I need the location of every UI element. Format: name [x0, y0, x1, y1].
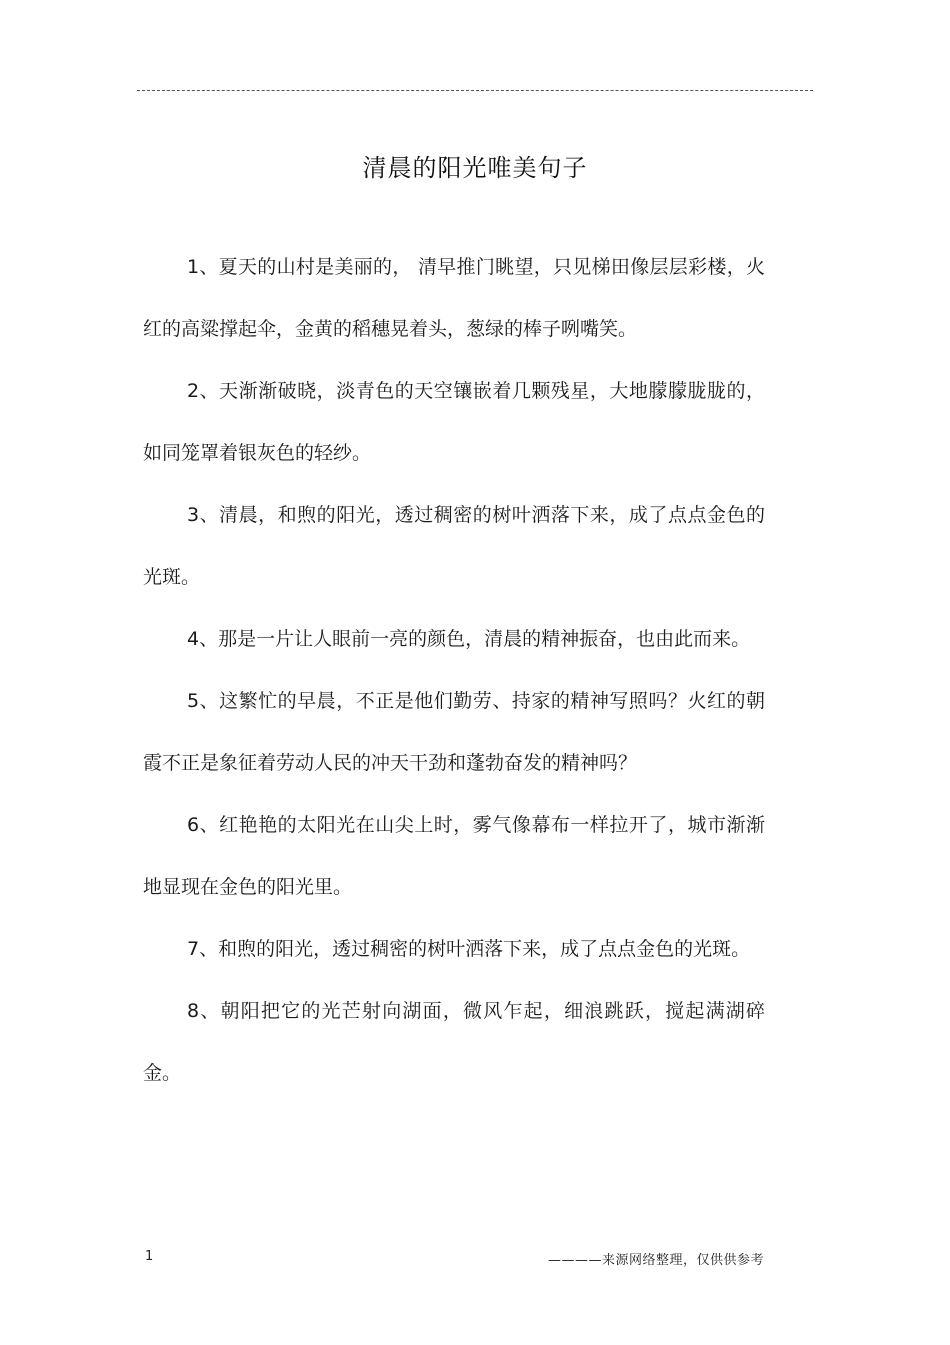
- page-number: 1: [145, 1249, 154, 1264]
- paragraph-4: 4、那是一片让人眼前一亮的颜色，清晨的精神振奋，也由此而来。: [187, 628, 751, 650]
- paragraph-2: 2、天渐渐破晓，淡青色的天空镶嵌着几颗残星，大地朦朦胧胧的，如同笼罩着银灰色的轻纱。: [143, 380, 765, 464]
- paragraph-3: 3、清晨，和煦的阳光，透过稠密的树叶洒落下来，成了点点金色的光斑。: [143, 504, 765, 588]
- paragraph-1: 1、夏天的山村是美丽的， 清早推门眺望，只见梯田像层层彩楼，火红的高粱撑起伞，金黄的稻穗晃着头，葱绿的棒子咧嘴笑。: [143, 256, 765, 340]
- paragraph-6: 6、红艳艳的太阳光在山尖上时，雾气像幕布一样拉开了，城市渐渐地显现在金色的阳光里。: [143, 814, 765, 898]
- paragraph-7: 7、和煦的阳光，透过稠密的树叶洒落下来，成了点点金色的光斑。: [187, 938, 751, 960]
- footer-source-note: ————来源网络整理，仅供供参考: [548, 1253, 765, 1268]
- document-title: 清晨的阳光唯美句子: [362, 154, 588, 182]
- header-dashed-rule: [137, 90, 813, 91]
- paragraph-8: 8、朝阳把它的光芒射向湖面，微风乍起，细浪跳跃，搅起满湖碎金。: [143, 1000, 765, 1084]
- paragraph-5: 5、这繁忙的早晨，不正是他们勤劳、持家的精神写照吗？火红的朝霞不正是象征着劳动人民的冲天干劲和蓬勃奋发的精神吗？: [143, 690, 765, 774]
- document-body: [143, 236, 765, 1104]
